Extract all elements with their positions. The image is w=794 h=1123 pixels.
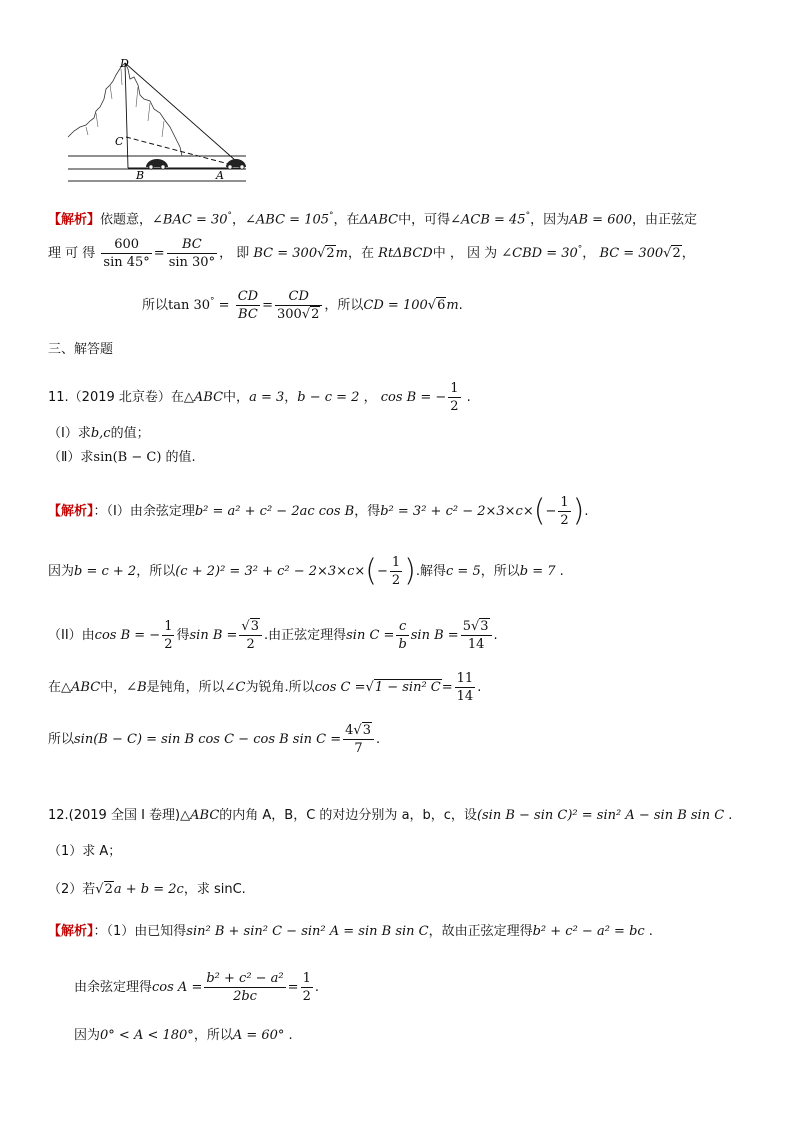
fraction: $\frac{√3}{2}$ bbox=[239, 618, 262, 653]
fraction: $\frac{CD}{300√2}$ bbox=[275, 288, 322, 323]
label-d: D bbox=[120, 57, 129, 70]
p10-line1: 【解析】依题意，∠BAC = 30°，∠ABC = 105°，在ΔABC中，可得∠ACB = 45°，因为AB = 600，由正弦定 bbox=[48, 211, 698, 228]
q11-solution-line5: 所以sin(B − C) = sin B cos C − cos B sin C = $\frac{4√3}{7}$ . bbox=[48, 723, 381, 756]
fraction: $\frac{5√3}{14}$ bbox=[461, 618, 492, 653]
p10-line2: 理 可 得 $\frac{600}{\sin 45^\circ}$ = $\frac{BC}{\sin 30^\circ}$ ， 即 BC = 300√2m，在 RtΔBCD中 ， 因 为 ∠CBD = 30°， BC = 300√2， bbox=[48, 237, 695, 270]
label-c: C bbox=[115, 135, 124, 148]
label-b: B bbox=[136, 169, 145, 182]
fraction: $\frac{\text{b² + c² − a²}}{2bc}$ bbox=[206, 971, 284, 1004]
fraction: $\frac{600}{\sin 45^\circ}$ bbox=[103, 237, 150, 270]
q12-part2: （2）若√2a + b = 2c，求 sinC. bbox=[48, 882, 246, 897]
section-title: 三、解答题 bbox=[48, 342, 114, 357]
q11-part1: （Ⅰ）求b,c的值； bbox=[48, 426, 150, 441]
fraction: $\frac{11}{14}$ bbox=[456, 671, 474, 704]
fraction: $\frac{1}{2}$ bbox=[450, 381, 459, 414]
q12-solution-line1: 【解析】：（1）由已知得sin² B + sin² C − sin² A = sin B sin C，故由正弦定理得b² + c² − a² = bc . bbox=[48, 924, 653, 939]
analysis-label: 【解析】 bbox=[48, 504, 94, 519]
q11-heading: 11.（2019 北京卷）在△ABC中，a = 3，b − c = 2 ， cos B = − $\frac{1}{2}$ . bbox=[48, 381, 471, 414]
fraction: $\frac{1}{2}$ bbox=[560, 495, 569, 528]
fraction: $\frac{CD}{BC}$ bbox=[237, 289, 259, 322]
fraction: $\frac{1}{2}$ bbox=[302, 971, 311, 1004]
fraction: $\frac{BC}{\sin 30^\circ}$ bbox=[168, 237, 216, 270]
analysis-label: 【解析】 bbox=[48, 212, 101, 228]
q11-solution-line4: 在△ABC中，∠B是钝角，所以∠C为锐角.所以cos C =√1 − sin² C= $\frac{11}{14}$ . bbox=[48, 671, 482, 704]
q12-solution-line2: 由余弦定理得cos A = $\frac{\text{b² + c² − a²}}{2bc}$ = $\frac{1}{2}$ . bbox=[74, 971, 319, 1004]
q11-solution-line3: （II）由cos B = − $\frac{1}{2}$ 得sin B = $\frac{√3}{2}$ .由正弦定理得sin C = $\frac{c}{b}$ sin B = $\frac{5√3}{14}$ . bbox=[48, 619, 498, 652]
label-a: A bbox=[216, 169, 224, 182]
q12-heading: 12.(2019 全国 I 卷理)△ABC的内角 A，B，C 的对边分别为 a，b，c，设(sin B − sin C)² = sin² A − sin B sin C . bbox=[48, 808, 733, 823]
q11-part2: （Ⅱ）求sin(B − C) 的值. bbox=[48, 450, 196, 465]
q12-part1: （1）求 A； bbox=[48, 844, 122, 859]
p10-line3: 所以tan 30° = $\frac{CD}{BC}$ = $\frac{CD}{300√2}$ ，所以CD = 100√6m. bbox=[142, 289, 463, 322]
q11-solution-line1: 【解析】：（I）由余弦定理b² = a² + c² − 2ac cos B，得b² = 3² + c² − 2×3×c×(− $\frac{1}{2}$ ). bbox=[48, 493, 589, 529]
q12-solution-line3: 因为0° < A < 180°，所以A = 60° . bbox=[74, 1028, 293, 1043]
fraction: $\frac{c}{b}$ bbox=[398, 619, 407, 652]
fraction: $\frac{4√3}{7}$ bbox=[343, 722, 374, 757]
mountain-figure bbox=[66, 55, 251, 187]
fraction: $\frac{1}{2}$ bbox=[164, 619, 173, 652]
analysis-label: 【解析】 bbox=[48, 924, 94, 939]
q11-solution-line2: 因为b = c + 2，所以(c + 2)² = 3² + c² − 2×3×c×(− $\frac{1}{2}$ ).解得c = 5，所以b = 7 . bbox=[48, 553, 564, 589]
fraction: $\frac{1}{2}$ bbox=[391, 555, 401, 588]
